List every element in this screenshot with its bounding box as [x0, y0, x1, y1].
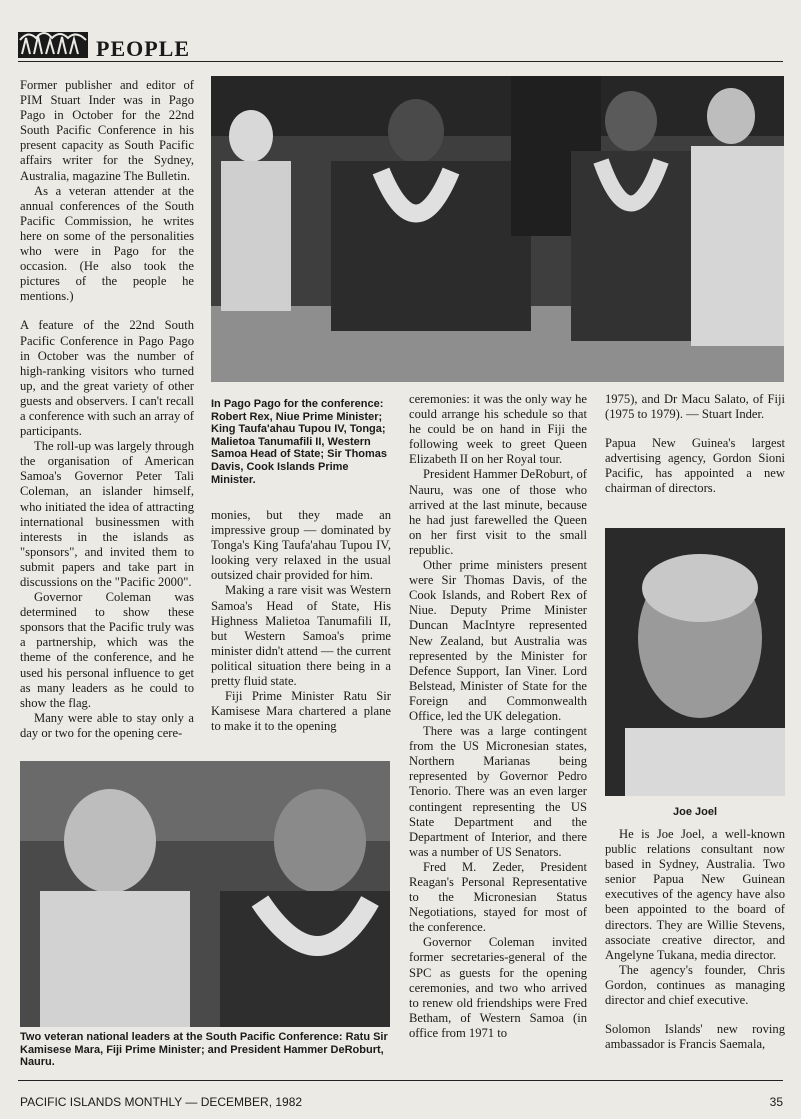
article-column-4-continued — [605, 827, 785, 1052]
body-paragraph: Many were able to stay only a day or two for the opening cere- — [20, 710, 194, 740]
photo-caption: Two veteran national leaders at the South Pacific Conference: Ratu Sir Kamisese Mara, Fiji Prime Minister; and President Hammer DeRoburt, Nauru. — [20, 1031, 388, 1069]
body-paragraph: The agency's founder, Chris Gordon, continues as managing director and chief executive. — [605, 962, 785, 1008]
body-paragraph: Governor Coleman was determined to show these sponsors that the Pacific truly was a partnership, which was the theme of the conference, and he used his personal influence to get as many leaders as he could to show the flag. — [20, 590, 194, 710]
body-paragraph: He is Joe Joel, a well-known public relations consultant now based in Sydney, Australia. Two senior Papua New Guinean executives of the agency have also been appointed to the board of directors. They are Willie Stevens, associate creative director, and Angelyne Tukana, media director. — [605, 827, 785, 962]
people-section-logo — [18, 28, 88, 58]
body-paragraph: Governor Coleman invited former secretaries-general of the SPC as guests for the opening ceremonies, and two who arrived to renew old friendships were Fred Betham, of Western Samoa (in office from 1971 to — [409, 935, 587, 1040]
header-rule — [18, 61, 783, 62]
photo-caption: Joe Joel — [672, 806, 718, 818]
body-paragraph: Other prime ministers present were Sir Thomas Davis, of the Cook Islands, and Robert Rex of Niue. Deputy Prime Minister Duncan MacIntyre represented New Zealand, but Australia was represented by the Minister for Defence Support, Ian Viner. Lord Belstead, Minister of State for the Foreign and Commonwealth Office, led the UK delegation. — [409, 558, 587, 723]
article-column-4 — [605, 392, 785, 497]
body-paragraph: Solomon Islands' new roving ambassador is Francis Saemala, — [605, 1022, 785, 1052]
body-paragraph: Papua New Guinea's largest advertising agency, Gordon Sioni Pacific, has appointed a new chairman of directors. — [605, 436, 785, 496]
page-number: 35 — [769, 1095, 783, 1109]
body-paragraph: A feature of the 22nd South Pacific Conference in Pago Pago in October was the number of high-ranking visitors who turned up, and the great variety of other guests and observers. I can't recall a conference with such an array of participants. — [20, 318, 194, 439]
body-paragraph: monies, but they made an impressive group — dominated by Tonga's King Taufa'ahau Tupou IV, looking very relaxed in the usual outsized chair provided for him. — [211, 508, 391, 583]
publication-footer: PACIFIC ISLANDS MONTHLY — DECEMBER, 1982 — [20, 1095, 303, 1109]
body-paragraph: As a veteran attender at the annual conferences of the South Pacific Commission, he writes here on some of the personalities who were in Pago for the occasion. (He also took the pictures of the people he mentions.) — [20, 183, 194, 304]
article-column-1 — [20, 78, 194, 741]
photo-joe-joel — [605, 528, 785, 796]
intro-paragraph: Former publisher and editor of PIM Stuart Inder was in Pago Pago in October for the 22nd South Pacific Conference in his present capacity as South Pacific affairs writer for the Sydney, Australia, magazine The Bulletin. — [20, 78, 194, 183]
body-paragraph: President Hammer DeRoburt, of Nauru, was one of those who arrived at the last minute, because he had just farewelled the Queen on her first visit to the small republic. — [409, 467, 587, 557]
section-title: PEOPLE — [96, 36, 191, 61]
body-paragraph: Fred M. Zeder, President Reagan's Personal Representative to the Micronesian Status Negotiations, stayed for most of the conference. — [409, 859, 587, 935]
body-paragraph: Fiji Prime Minister Ratu Sir Kamisese Mara chartered a plane to make it to the opening — [211, 689, 391, 734]
body-paragraph: The roll-up was largely through the organisation of American Samoa's Governor Peter Tali Coleman, an islander himself, who initiated the idea of attracting international businessmen with interests in the islands as "sponsors", and invited them to submit papers and take part in discussions on the "Pacific 2000". — [20, 439, 194, 589]
body-paragraph: There was a large contingent from the US Micronesian states, Northern Marianas being represented by Governor Pedro Tenorio. There was an even larger contingent representing the US State Department and the Department of Interior, and there was a number of US Senators. — [409, 724, 587, 859]
body-paragraph: ceremonies: it was the only way he could arrange his schedule so that he could be on hand in Fiji the following week to greet Queen Elizabeth II on her Royal tour. — [409, 392, 587, 467]
photo-conference-leaders — [211, 76, 784, 382]
photo-caption: In Pago Pago for the conference: Robert Rex, Niue Prime Minister; King Taufa'ahau Tupou IV, Tonga; Malietoa Tanumafili II, Western Samoa Head of State; Sir Thomas Davis, Cook Islands Prime Minister. — [211, 398, 388, 486]
article-column-2 — [211, 508, 391, 734]
article-column-3 — [409, 392, 587, 1041]
footer-rule — [18, 1080, 783, 1081]
body-paragraph: Making a rare visit was Western Samoa's Head of State, His Highness Malietoa Tanumafili II, but Western Samoa's prime minister didn't attend — the current political situation there being in a pretty fluid state. — [211, 583, 391, 689]
photo-mara-deroburt — [20, 761, 390, 1027]
body-paragraph: 1975), and Dr Macu Salato, of Fiji (1975 to 1979). — Stuart Inder. — [605, 392, 785, 422]
